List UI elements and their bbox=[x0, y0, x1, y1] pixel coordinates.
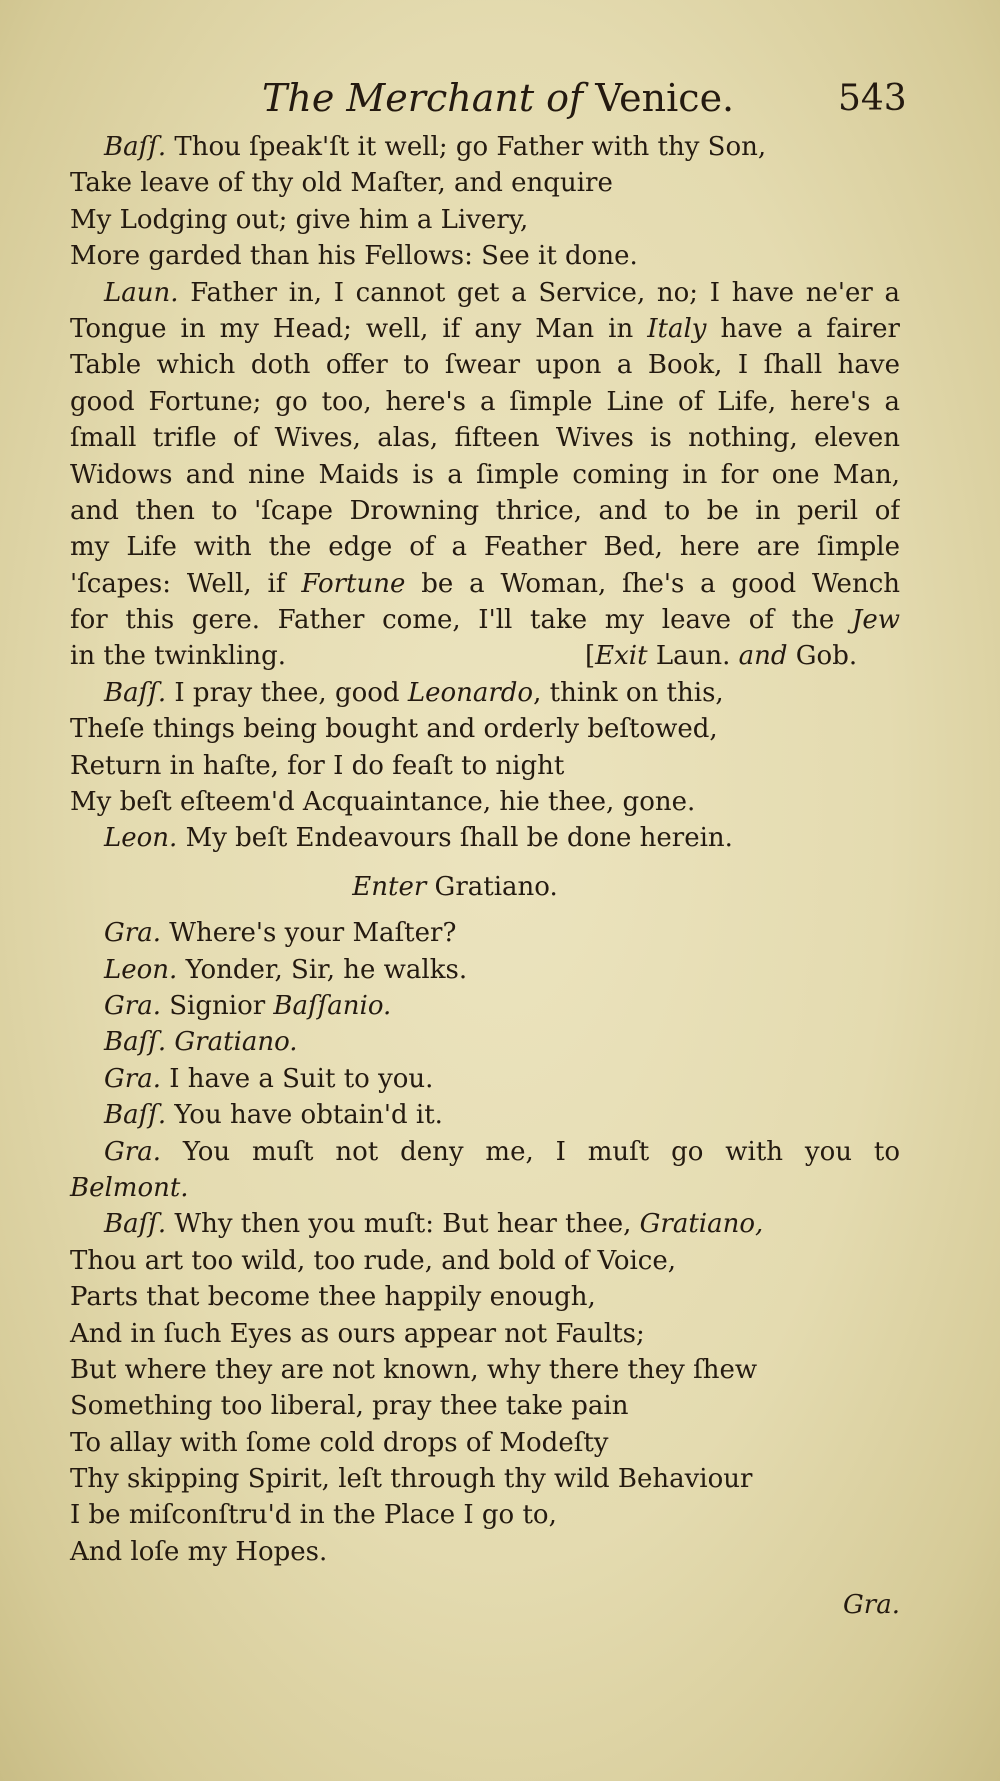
text-line bbox=[70, 1497, 900, 1533]
text-segment: And in ſuch Eyes as ours appear not Faults; bbox=[70, 1318, 645, 1349]
text-segment: I pray thee, good bbox=[166, 677, 408, 708]
text-segment: Take leave of thy old Maſter, and enquire bbox=[70, 168, 613, 199]
text-segment: But where they are not known, why there they ſhew bbox=[70, 1354, 758, 1385]
text-segment: Yonder, Sir, he walks. bbox=[177, 954, 468, 985]
text-line bbox=[70, 988, 900, 1024]
italic-text: Leonardo bbox=[407, 677, 534, 708]
text-segment: And loſe my Hopes. bbox=[70, 1536, 328, 1567]
play-text bbox=[70, 129, 900, 1570]
exit-direction bbox=[585, 638, 857, 674]
running-title bbox=[262, 76, 734, 120]
text-segment: Thou art too wild, too rude, and bold of Voice, bbox=[70, 1245, 677, 1276]
text-segment: My beſt Endeavours ſhall be done herein. bbox=[177, 823, 733, 854]
text-line bbox=[70, 275, 900, 311]
italic-text: Italy bbox=[647, 313, 707, 344]
italic-text: Gra. bbox=[104, 1063, 161, 1094]
italic-text: Exit bbox=[595, 641, 648, 672]
text-line bbox=[70, 202, 900, 238]
italic-text: Gratiano, bbox=[639, 1209, 764, 1240]
text-segment: You have obtain'd it. bbox=[166, 1100, 443, 1131]
text-line bbox=[70, 820, 900, 856]
text-line bbox=[70, 1061, 900, 1097]
text-segment: To allay with ſome cold drops of Modeſty bbox=[70, 1427, 609, 1458]
text-segment: ſmall trifle of Wives, alas, fifteen Wives is nothing, eleven bbox=[70, 423, 900, 454]
text-line bbox=[70, 529, 900, 565]
text-line bbox=[70, 638, 900, 674]
text-line bbox=[70, 711, 900, 747]
text-segment: and then to 'ſcape Drowning thrice, and to be in peril of bbox=[70, 495, 900, 526]
text-line bbox=[70, 384, 900, 420]
text-segment: good Fortune; go too, here's a ſimple Line of Life, here's a bbox=[70, 386, 900, 417]
text-segment: Father in, I cannot get a Service, no; I have ne'er a bbox=[178, 277, 900, 308]
text-segment: Where's your Maſter? bbox=[160, 918, 457, 949]
text-line bbox=[70, 566, 900, 602]
text-line bbox=[70, 1388, 900, 1424]
italic-text: Jew bbox=[851, 605, 900, 636]
text-line bbox=[70, 952, 900, 988]
text-line bbox=[70, 1243, 900, 1279]
page-number: 543 bbox=[838, 78, 907, 119]
text-line bbox=[70, 1097, 900, 1133]
text-segment: Gob. bbox=[787, 641, 858, 672]
text-line bbox=[70, 311, 900, 347]
text-line bbox=[70, 129, 900, 165]
italic-text: Baſſ. bbox=[104, 1027, 167, 1058]
text-line bbox=[70, 238, 900, 274]
italic-text: Gra. bbox=[104, 918, 161, 949]
text-line bbox=[70, 1534, 900, 1570]
text-segment: [ bbox=[585, 641, 596, 672]
text-segment: , think on this, bbox=[533, 677, 724, 708]
italic-text: and bbox=[738, 641, 788, 672]
text-line bbox=[70, 1279, 900, 1315]
italic-text: Gra. bbox=[104, 990, 161, 1021]
text-segment: my Life with the edge of a Feather Bed, here are ſimple bbox=[70, 532, 900, 563]
catchword: Gra. bbox=[843, 1590, 900, 1620]
text-segment: Thy skipping Spirit, leſt through thy wild Behaviour bbox=[70, 1464, 753, 1495]
text-line bbox=[70, 1352, 900, 1388]
text-line bbox=[70, 347, 900, 383]
italic-text: Leon. bbox=[104, 823, 178, 854]
text-line bbox=[70, 602, 900, 638]
text-line bbox=[70, 1316, 900, 1352]
text-segment: Gratiano. bbox=[426, 871, 558, 902]
text-segment: have a fairer bbox=[706, 313, 900, 344]
text-line bbox=[70, 1461, 900, 1497]
italic-text: Baſſ. bbox=[104, 1209, 167, 1240]
italic-text: Belmont. bbox=[70, 1172, 189, 1203]
text-line bbox=[70, 1134, 900, 1170]
italic-text: Baſſ. bbox=[104, 677, 167, 708]
text-segment: Tongue in my Head; well, if any Man in bbox=[70, 313, 648, 344]
italic-text: Fortune bbox=[301, 568, 406, 599]
italic-text: Enter bbox=[352, 871, 427, 902]
text-segment: for this gere. Father come, I'll take my leave of the bbox=[70, 605, 852, 636]
italic-text: Laun. bbox=[104, 277, 179, 308]
text-segment: Why then you muſt: But hear thee, bbox=[166, 1209, 640, 1240]
text-segment: More garded than his Fellows: See it done. bbox=[70, 241, 638, 272]
text-segment: be a Woman, ſhe's a good Wench bbox=[405, 568, 900, 599]
text-line bbox=[70, 493, 900, 529]
text-line bbox=[70, 784, 900, 820]
text-segment: Signior bbox=[160, 990, 274, 1021]
italic-text: Gratiano. bbox=[174, 1027, 298, 1058]
text-line bbox=[70, 675, 900, 711]
text-segment: Parts that become thee happily enough, bbox=[70, 1282, 596, 1313]
italic-text: Baſſ. bbox=[104, 1100, 167, 1131]
text-segment: My beſt eſteem'd Acquaintance, hie thee, gone. bbox=[70, 787, 696, 818]
title-roman: Venice. bbox=[583, 76, 735, 120]
italic-text: Baſſ. bbox=[104, 132, 167, 162]
text-segment: Thou ſpeak'ſt it well; go Father with thy Son, bbox=[166, 132, 767, 162]
text-line bbox=[70, 1425, 900, 1461]
text-line bbox=[70, 1170, 900, 1206]
text-line bbox=[70, 1206, 900, 1242]
title-italic: The Merchant of bbox=[262, 76, 584, 120]
italic-text: Baſſanio. bbox=[273, 990, 392, 1021]
text-line bbox=[70, 915, 900, 951]
text-segment: 'ſcapes: Well, if bbox=[70, 568, 302, 599]
text-segment: Widows and nine Maids is a ſimple coming in for one Man, bbox=[70, 459, 900, 490]
text-segment: Table which doth offer to ſwear upon a Book, I ſhall have bbox=[70, 350, 900, 381]
text-segment: Return in haſte, for I do feaſt to night bbox=[70, 750, 565, 781]
text-segment: Laun. bbox=[647, 641, 739, 672]
text-line bbox=[70, 165, 900, 201]
text-line bbox=[70, 420, 900, 456]
text-segment: Theſe things being bought and orderly beſtowed, bbox=[70, 714, 718, 745]
text-segment: You muſt not deny me, I muſt go with you to bbox=[160, 1136, 900, 1167]
text-segment: Something too liberal, pray thee take pain bbox=[70, 1391, 629, 1422]
text-segment: in the twinkling. bbox=[70, 641, 286, 672]
stage-direction bbox=[70, 869, 900, 905]
text-segment: I have a Suit to you. bbox=[160, 1063, 434, 1094]
running-header bbox=[0, 76, 1000, 126]
text-segment: I be miſconſtru'd in the Place I go to, bbox=[70, 1500, 557, 1531]
italic-text: Leon. bbox=[104, 954, 178, 985]
text-line bbox=[70, 748, 900, 784]
text-segment: My Lodging out; give him a Livery, bbox=[70, 204, 529, 235]
italic-text: Gra. bbox=[104, 1136, 161, 1167]
text-line bbox=[70, 457, 900, 493]
text-line bbox=[70, 1024, 900, 1060]
